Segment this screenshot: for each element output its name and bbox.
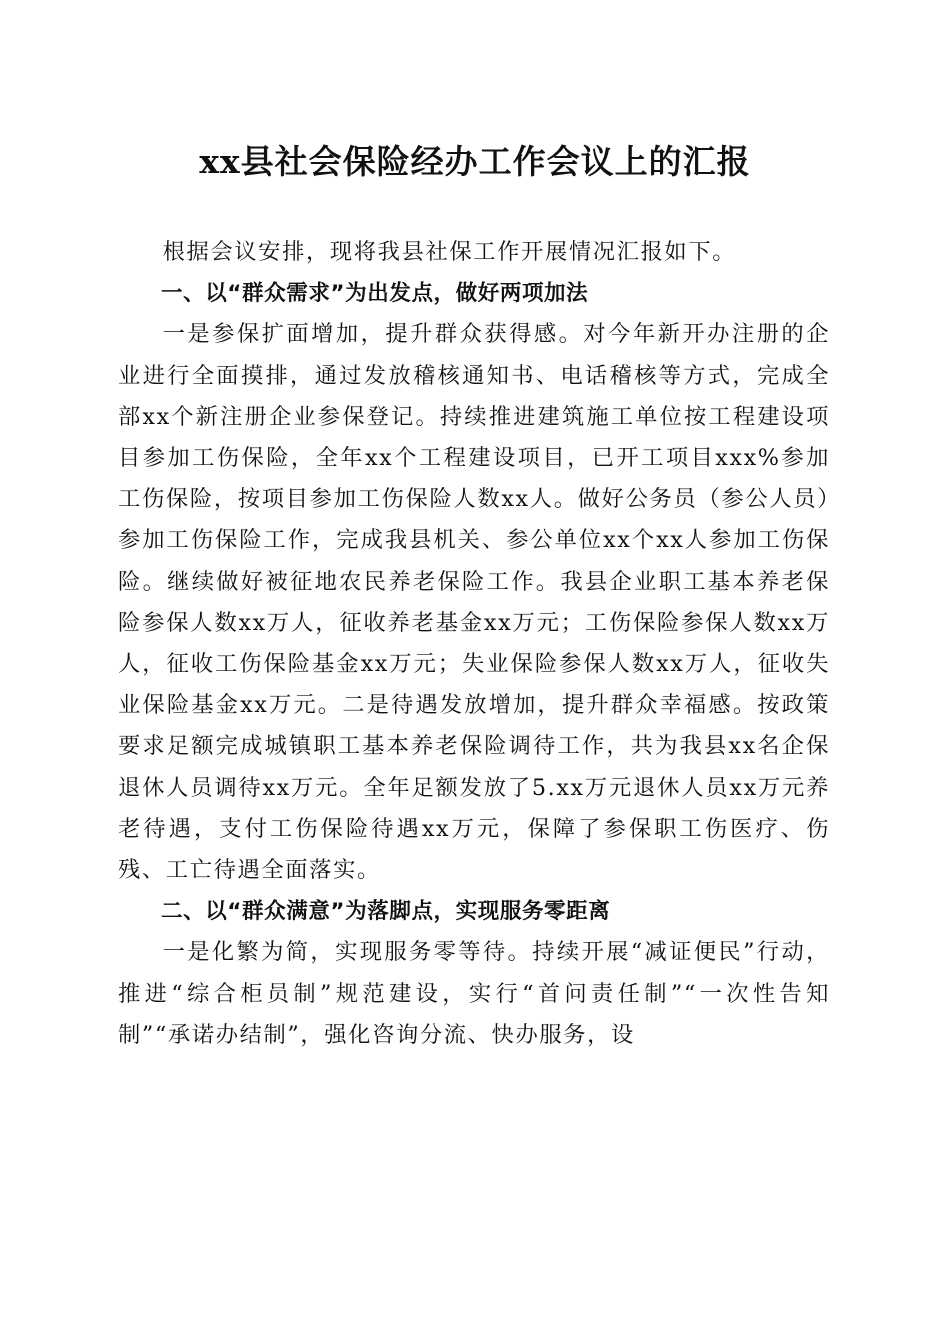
- document-title: xx县社会保险经办工作会议上的汇报: [199, 142, 751, 181]
- document-body: [118, 232, 830, 1056]
- intro-paragraph: 根据会议安排，现将我县社保工作开展情况汇报如下。: [162, 239, 737, 265]
- section-2-heading: 二、以“群众满意”为落脚点，实现服务零距离: [161, 899, 611, 925]
- section-2-paragraph: 一是化繁为简，实现服务零等待。持续开展“减证便民”行动，推进“综合柜员制”规范建设，实行“首问责任制”“一次性告知制”“承诺办结制”，强化咨询分流、快办服务，设: [118, 939, 830, 1048]
- section-1-heading: 一、以“群众需求”为出发点，做好两项加法: [161, 281, 589, 307]
- section-1-paragraph: 一是参保扩面增加，提升群众获得感。对今年新开办注册的企业进行全面摸排，通过发放稽核通知书、电话稽核等方式，完成全部xx个新注册企业参保登记。持续推进建筑施工单位按工程建设项目参加工伤保险，全年xx个工程建设项目，已开工项目xxx%参加工伤保险，按项目参加工伤保险人数xx人。做好公务员（参公人员）参加工伤保险工作，完成我县机关、参公单位xx个xx人参加工伤保险。继续做好被征地农民养老保险工作。我县企业职工基本养老保险参保人数xx万人，征收养老基金xx万元；工伤保险参保人数xx万人，征收工伤保险基金xx万元；失业保险参保人数xx万人，征收失业保险基金xx万元。二是待遇发放增加，提升群众幸福感。按政策要求足额完成城镇职工基本养老保险调待工作，共为我县xx名企保退休人员调待xx万元。全年足额发放了5.xx万元退休人员xx万元养老待遇，支付工伤保险待遇xx万元，保障了参保职工伤医疗、伤残、工亡待遇全面落实。: [118, 321, 830, 884]
